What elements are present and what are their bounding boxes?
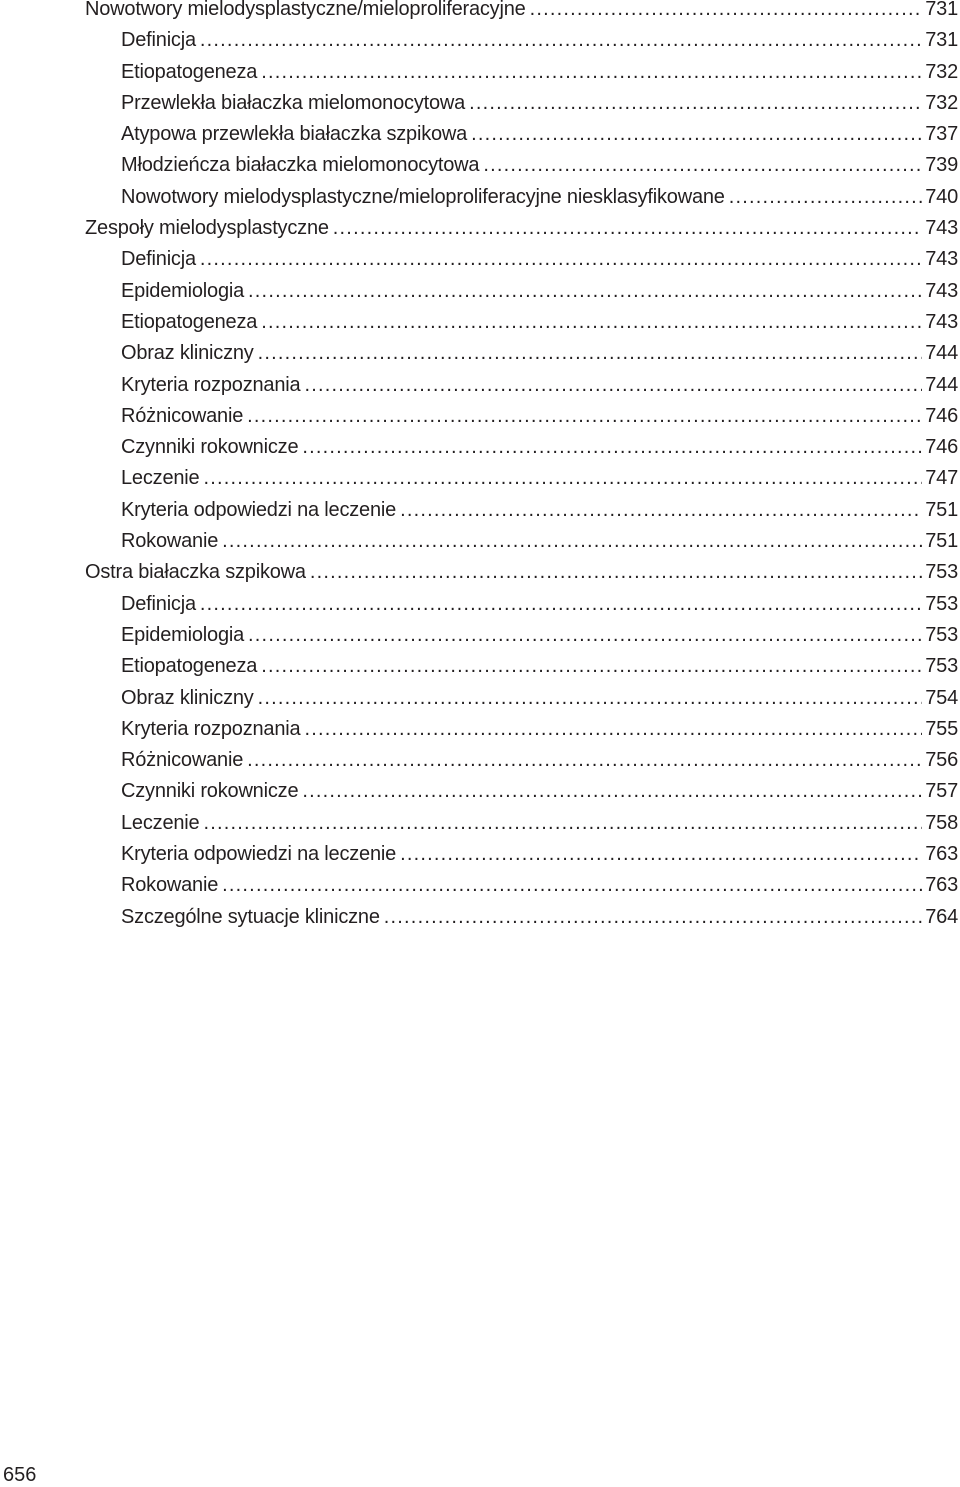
toc-entry[interactable]: [85, 683, 960, 714]
toc-entry-page: 744: [925, 373, 958, 396]
toc-entry-page: 731: [925, 0, 958, 20]
toc-entry-title: Etiopatogeneza: [121, 310, 258, 333]
toc-entry-title: Kryteria odpowiedzi na leczenie: [121, 498, 397, 521]
toc-entry-page: 743: [925, 279, 958, 302]
dot-leader: [729, 182, 922, 213]
toc-entry-page: 753: [925, 623, 958, 646]
toc-entry-title: Przewlekła białaczka mielomonocytowa: [121, 91, 466, 114]
dot-leader: [261, 651, 922, 682]
toc-entry-title: Definicja: [121, 29, 196, 52]
toc-entry-page: 746: [925, 436, 958, 459]
toc-entry-page: 757: [925, 780, 958, 803]
toc-entry-title: Różnicowanie: [121, 404, 244, 427]
dot-leader: [384, 902, 922, 933]
toc-entry[interactable]: [85, 150, 960, 181]
toc-entry[interactable]: [85, 57, 960, 88]
toc-entry-page: 763: [925, 843, 958, 866]
toc-entry-title: Kryteria rozpoznania: [121, 373, 301, 396]
dot-leader: [248, 276, 922, 307]
toc-entry[interactable]: [85, 620, 960, 651]
toc-entry-page: 740: [925, 185, 958, 208]
dot-leader: [200, 244, 922, 275]
page-number: 656: [3, 1464, 37, 1486]
toc-entry-page: 737: [925, 123, 958, 146]
toc-entry[interactable]: [85, 213, 960, 244]
toc-entry[interactable]: [85, 370, 960, 401]
dot-leader: [261, 307, 922, 338]
dot-leader: [302, 776, 922, 807]
toc-entry-page: 754: [925, 686, 958, 709]
toc-entry-title: Leczenie: [121, 811, 200, 834]
toc-entry[interactable]: [85, 307, 960, 338]
toc-entry[interactable]: [85, 808, 960, 839]
toc-entry[interactable]: [85, 276, 960, 307]
dot-leader: [469, 88, 922, 119]
toc-entry-title: Epidemiologia: [121, 623, 245, 646]
toc-entry-title: Obraz kliniczny: [121, 342, 254, 365]
dot-leader: [483, 150, 922, 181]
toc-entry-page: 747: [925, 467, 958, 490]
toc-entry-title: Kryteria odpowiedzi na leczenie: [121, 843, 397, 866]
toc-entry-title: Etiopatogeneza: [121, 60, 258, 83]
toc-entry-page: 751: [925, 530, 958, 553]
toc-entry[interactable]: [85, 589, 960, 620]
toc-entry-page: 744: [925, 342, 958, 365]
dot-leader: [304, 370, 922, 401]
toc-entry-title: Definicja: [121, 592, 196, 615]
toc-entry-title: Etiopatogeneza: [121, 655, 258, 678]
toc-entry-title: Rokowanie: [121, 530, 219, 553]
dot-leader: [247, 401, 922, 432]
toc-entry[interactable]: [85, 745, 960, 776]
toc-entry-page: 758: [925, 811, 958, 834]
toc-entry[interactable]: [85, 839, 960, 870]
toc-entry-page: 753: [925, 655, 958, 678]
dot-leader: [203, 463, 922, 494]
toc-entry-title: Czynniki rokownicze: [121, 436, 299, 459]
toc-entry-title: Leczenie: [121, 467, 200, 490]
toc-entry-title: Zespoły mielodysplastyczne: [85, 217, 329, 240]
dot-leader: [200, 25, 922, 56]
toc-entry-page: 739: [925, 154, 958, 177]
toc-entry-title: Obraz kliniczny: [121, 686, 254, 709]
toc-entry[interactable]: [85, 244, 960, 275]
dot-leader: [530, 0, 923, 25]
toc-entry[interactable]: [85, 338, 960, 369]
toc-entry[interactable]: [85, 88, 960, 119]
dot-leader: [248, 620, 922, 651]
toc-entry-page: 743: [925, 217, 958, 240]
toc-entry-page: 746: [925, 404, 958, 427]
toc-entry-title: Czynniki rokownicze: [121, 780, 299, 803]
toc-entry[interactable]: [85, 526, 960, 557]
table-of-contents: [85, 0, 960, 933]
toc-entry[interactable]: [85, 776, 960, 807]
toc-entry-title: Różnicowanie: [121, 749, 244, 772]
toc-entry-title: Definicja: [121, 248, 196, 271]
toc-entry[interactable]: [85, 557, 960, 588]
toc-entry-title: Młodzieńcza białaczka mielomonocytowa: [121, 154, 480, 177]
toc-entry-title: Epidemiologia: [121, 279, 245, 302]
toc-entry-page: 756: [925, 749, 958, 772]
toc-entry[interactable]: [85, 119, 960, 150]
toc-entry-page: 743: [925, 310, 958, 333]
dot-leader: [200, 589, 922, 620]
toc-entry[interactable]: [85, 25, 960, 56]
toc-entry[interactable]: [85, 0, 960, 25]
dot-leader: [333, 213, 922, 244]
toc-entry-page: 751: [925, 498, 958, 521]
toc-entry-title: Szczególne sytuacje kliniczne: [121, 905, 380, 928]
toc-entry-page: 732: [925, 60, 958, 83]
toc-entry-page: 743: [925, 248, 958, 271]
toc-entry-page: 763: [925, 874, 958, 897]
toc-entry-page: 755: [925, 717, 958, 740]
dot-leader: [203, 808, 922, 839]
dot-leader: [304, 714, 922, 745]
toc-entry[interactable]: [85, 432, 960, 463]
dot-leader: [261, 57, 922, 88]
toc-entry-title: Nowotwory mielodysplastyczne/mieloproliferacyjne: [85, 0, 526, 20]
toc-entry[interactable]: [85, 463, 960, 494]
toc-entry[interactable]: [85, 714, 960, 745]
dot-leader: [302, 432, 922, 463]
dot-leader: [258, 338, 923, 369]
toc-entry-title: Ostra białaczka szpikowa: [85, 561, 306, 584]
toc-entry-title: Atypowa przewlekła białaczka szpikowa: [121, 123, 468, 146]
dot-leader: [258, 683, 923, 714]
toc-entry[interactable]: [85, 401, 960, 432]
toc-entry-page: 732: [925, 91, 958, 114]
toc-entry-title: Kryteria rozpoznania: [121, 717, 301, 740]
toc-entry-page: 731: [925, 29, 958, 52]
dot-leader: [222, 870, 922, 901]
toc-entry[interactable]: [85, 182, 960, 213]
toc-entry[interactable]: [85, 902, 960, 933]
toc-entry-title: Rokowanie: [121, 874, 219, 897]
dot-leader: [400, 495, 922, 526]
dot-leader: [471, 119, 922, 150]
toc-entry-title: Nowotwory mielodysplastyczne/mieloproliferacyjne niesklasyfikowane: [121, 185, 725, 208]
toc-entry[interactable]: [85, 495, 960, 526]
toc-entry-page: 753: [925, 561, 958, 584]
toc-entry-page: 764: [925, 905, 958, 928]
dot-leader: [310, 557, 922, 588]
toc-entry-page: 753: [925, 592, 958, 615]
dot-leader: [222, 526, 922, 557]
toc-entry[interactable]: [85, 870, 960, 901]
dot-leader: [400, 839, 922, 870]
dot-leader: [247, 745, 922, 776]
toc-entry[interactable]: [85, 651, 960, 682]
